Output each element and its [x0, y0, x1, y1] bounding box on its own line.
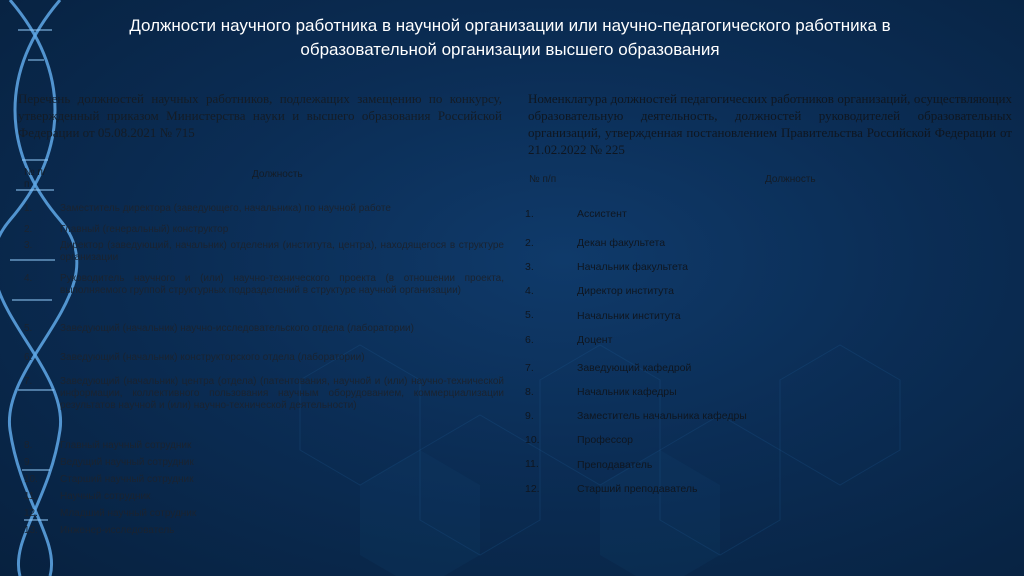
- table-row-text: Заведующий (начальник) научно-исследовательского отдела (лаборатории): [60, 323, 414, 334]
- slide-title: Должности научного работника в научной организации или научно-педагогического работника в образовательной организации высшего образования: [129, 16, 891, 59]
- table-row-num: 5.: [24, 323, 33, 334]
- left-table-header-num: № п/п: [24, 167, 46, 190]
- table-row-num: 7.: [525, 362, 534, 374]
- table-row-num: 9.: [24, 457, 33, 468]
- table-row-num: 8.: [525, 386, 534, 398]
- table-row-num: 11.: [525, 458, 539, 470]
- table-row-text: Старший научный сотрудник: [60, 474, 194, 485]
- table-row-num: 5.: [525, 309, 534, 321]
- table-row-text: Декан факультета: [577, 237, 666, 249]
- table-row-text: Младший научный сотрудник: [60, 508, 197, 519]
- table-row-text: Научный сотрудник: [60, 491, 151, 502]
- right-table-header-num: № п/п: [529, 174, 557, 185]
- table-row-num: 11.: [24, 491, 38, 502]
- table-row-num: 3.: [24, 240, 33, 251]
- table-row-text: Профессор: [577, 434, 634, 446]
- table-row-num: 9.: [525, 410, 534, 422]
- table-row-text: Заведующий (начальник) конструкторского отдела (лаборатории): [60, 352, 365, 363]
- table-row-num: 3.: [525, 261, 534, 273]
- table-row-text: Главный (генеральный) конструктор: [60, 224, 229, 235]
- table-row-text: Директор института: [577, 285, 674, 297]
- table-row-text: Директор (заведующий, начальник) отделения (института, центра), находящегося в структуре организации: [60, 240, 504, 263]
- table-row-num: 1.: [525, 208, 534, 220]
- table-row-text: Ассистент: [577, 208, 627, 220]
- table-row-text: Ведущий научный сотрудник: [60, 457, 194, 468]
- table-row-num: 12.: [24, 508, 38, 519]
- table-row-num: 2.: [24, 224, 33, 235]
- table-row-text: Начальник кафедры: [577, 386, 677, 398]
- table-row-num: 4.: [525, 285, 534, 297]
- left-column-intro: Перечень должностей научных работников, подлежащих замещению по конкурсу, утвержденный приказом Министерства науки и высшего образования Российской Федерации от 05.08.2021 № 715: [18, 91, 502, 140]
- table-row-text: Заведующий кафедрой: [577, 362, 692, 374]
- table-row-num: 7.: [24, 376, 33, 387]
- left-table-header-position: Должность: [252, 169, 303, 180]
- table-row-num: 10.: [525, 434, 540, 446]
- table-row-text: Руководитель научного и (или) научно-технического проекта (в отношении проекта, выполняемого группой структурных подразделений в структуре научной организации): [60, 273, 504, 296]
- table-row-num: 12.: [525, 483, 540, 495]
- table-row-text: Начальник института: [577, 310, 681, 322]
- table-row-text: Старший преподаватель: [577, 483, 698, 495]
- table-row-text: Заведующий (начальник) центра (отдела) (патентования, научной и (или) научно-технической информации, коллективного пользования научным оборудованием, коммерциализации результатов научной и (или) научно-технической деятельности): [60, 376, 504, 411]
- table-row-num: 2.: [525, 237, 534, 249]
- right-table-header-position: Должность: [765, 174, 816, 185]
- table-row-num: 10.: [24, 474, 38, 485]
- table-row-num: 4.: [24, 273, 33, 284]
- table-row-text: Главный научный сотрудник: [60, 440, 192, 451]
- table-row-text: Заместитель директора (заведующего, начальника) по научной работе: [60, 203, 391, 214]
- table-row-num: 6.: [24, 352, 33, 363]
- table-row-text: Доцент: [577, 334, 613, 346]
- table-row-text: Заместитель начальника кафедры: [577, 410, 747, 422]
- table-row-num: 1.: [24, 203, 33, 214]
- table-row-text: Преподаватель: [577, 459, 653, 471]
- table-row-num: 8.: [24, 440, 33, 451]
- table-row-text: Начальник факультета: [577, 261, 688, 273]
- table-row-num: 6.: [525, 334, 534, 346]
- table-row-text: Инженер-исследователь: [60, 525, 175, 536]
- right-column-intro: Номенклатура должностей педагогических работников организаций, осуществляющих образовательную деятельность, должностей руководителей образовательных организаций, утвержденная постановлением Правительства Российской Федерации от 21.02.2022 № 225: [528, 91, 1012, 157]
- table-row-num: 13.: [24, 525, 38, 536]
